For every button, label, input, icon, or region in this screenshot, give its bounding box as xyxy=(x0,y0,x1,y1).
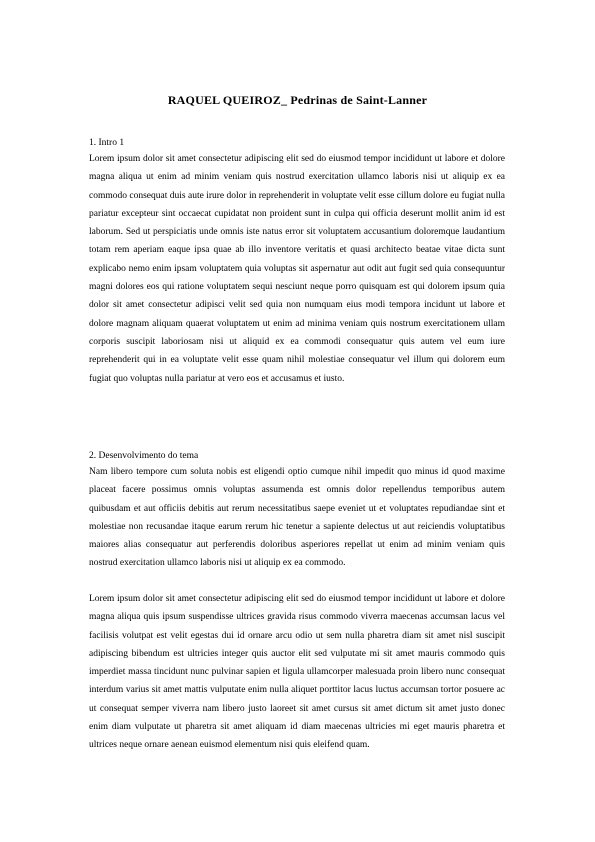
section-paragraph-intro: Lorem ipsum dolor sit amet consectetur adipiscing elit sed do eiusmod tempor incididunt ut labore et dolore magna aliqua ut enim ad minim veniam quis nostrud exercitation ullamco laboris nisi ut aliquip ex ea commodo consequat duis aute irure dolor in reprehenderit in voluptate velit esse cillum dolore eu fugiat nulla pariatur excepteur sint occaecat cupidatat non proident sunt in culpa qui officia deserunt mollit anim id est laborum. Sed ut perspiciatis unde omnis iste natus error sit voluptatem accusantium doloremque laudantium totam rem aperiam eaque ipsa quae ab illo inventore veritatis et quasi architecto beatae vitae dicta sunt explicabo nemo enim ipsam voluptatem quia voluptas sit aspernatur aut odit aut fugit sed quia consequuntur magni dolores eos qui ratione voluptatem sequi nesciunt neque porro quisquam est qui dolorem ipsum quia dolor sit amet consectetur adipisci velit sed quia non numquam eius modi tempora incidunt ut labore et dolore magnam aliquam quaerat voluptatem ut enim ad minima veniam quis nostrum exercitationem ullam corporis suscipit laboriosam nisi ut aliquid ex ea commodi consequatur quis autem vel eum iure reprehenderit qui in ea voluptate velit esse quam nihil molestiae consequatur vel illum qui dolorem eum fugiat quo voluptas nulla pariatur at vero eos et accusamus et iusto. xyxy=(89,154,505,384)
section-heading-intro: 1. Intro 1 xyxy=(89,138,125,148)
section-paragraph-development-1: Nam libero tempore cum soluta nobis est eligendi optio cumque nihil impedit quo minus id quod maxime placeat facere possimus omnis voluptas assumenda est omnis dolor repellendus temporibus autem quibusdam et aut officiis debitis aut rerum necessitatibus saepe eveniet ut et voluptates repudiandae sint et molestiae non recusandae itaque earum rerum hic tenetur a sapiente delectus ut aut reiciendis voluptatibus maiores alias consequatur aut perferendis doloribus asperiores repellat ut enim ad minim veniam quis nostrud exercitation ullamco laboris nisi ut aliquip ex ea commodo. xyxy=(89,467,505,569)
section-heading-development: 2. Desenvolvimento do tema xyxy=(89,451,199,461)
document-title: RAQUEL QUEIROZ_ Pedrinas de Saint-Lanner xyxy=(167,93,428,107)
section-paragraph-development-2: Lorem ipsum dolor sit amet consectetur adipiscing elit sed do eiusmod tempor incididunt ut labore et dolore magna aliqua quis ipsum suspendisse ultrices gravida risus commodo viverra maecenas accumsan lacus vel facilisis volutpat est velit egestas dui id ornare arcu odio ut sem nulla pharetra diam sit amet nisl suscipit adipiscing bibendum est ultricies integer quis auctor elit sed vulputate mi sit amet mauris commodo quis imperdiet massa tincidunt nunc pulvinar sapien et ligula ullamcorper malesuada proin libero nunc consequat interdum varius sit amet mattis vulputate enim nulla aliquet porttitor lacus luctus accumsan tortor posuere ac ut consequat semper viverra nam libero justo laoreet sit amet cursus sit amet dictum sit amet justo donec enim diam vulputate ut pharetra sit amet aliquam id diam maecenas ultricies mi eget mauris pharetra et ultrices neque ornare aenean euismod elementum nisi quis eleifend quam. xyxy=(89,594,505,751)
